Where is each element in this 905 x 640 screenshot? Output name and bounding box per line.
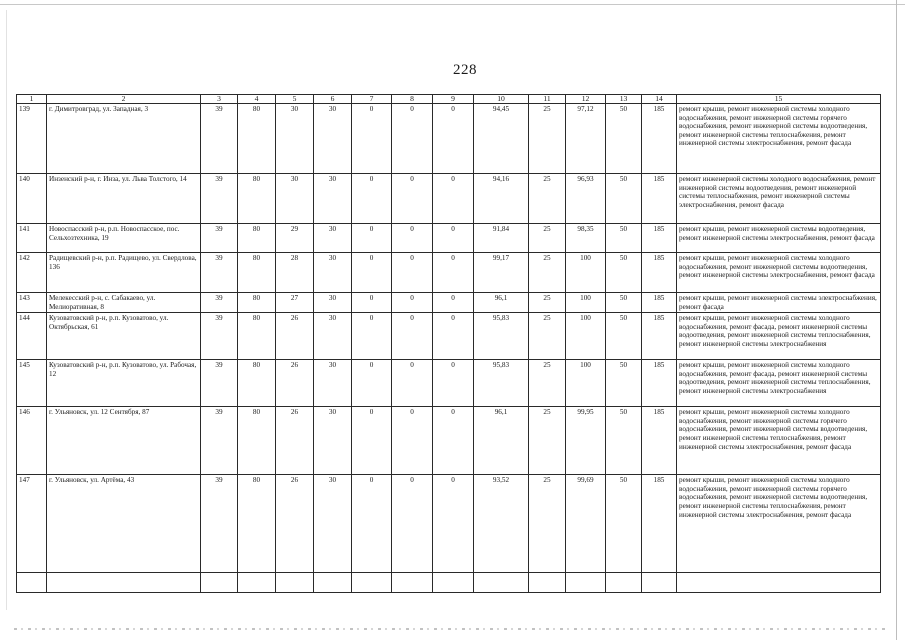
table-cell: 29	[276, 224, 314, 253]
row-number-cell: 140	[17, 174, 47, 224]
table-cell: 39	[201, 313, 238, 360]
column-header: 8	[392, 95, 433, 104]
table-cell: 26	[276, 360, 314, 407]
table-cell: 99,69	[566, 475, 606, 573]
table-cell: 30	[314, 253, 352, 293]
page-number: 228	[453, 62, 477, 78]
works-cell: ремонт крыши, ремонт инженерной системы холодного водоснабжения, ремонт инженерной системы водоотведения, ремонт инженерной системы электроснабжения, ремонт фасада	[677, 253, 881, 293]
row-number-cell: 143	[17, 293, 47, 313]
table-cell: 25	[529, 407, 566, 475]
table-cell: 185	[642, 475, 677, 573]
table-cell: 0	[392, 293, 433, 313]
table-cell: 50	[606, 475, 642, 573]
works-cell: ремонт крыши, ремонт инженерной системы электроснабжения, ремонт фасада	[677, 293, 881, 313]
table-row	[17, 174, 881, 224]
table-cell: 25	[529, 253, 566, 293]
table-cell: 94,45	[474, 104, 529, 174]
table-cell: 50	[606, 174, 642, 224]
empty-cell	[529, 573, 566, 593]
table-cell: 0	[352, 360, 392, 407]
table-cell: 80	[238, 293, 276, 313]
table-cell: 50	[606, 224, 642, 253]
table-cell: 80	[238, 174, 276, 224]
table-cell: 30	[314, 174, 352, 224]
empty-cell	[238, 573, 276, 593]
table-cell: 185	[642, 104, 677, 174]
table-cell: 80	[238, 224, 276, 253]
table-cell: 26	[276, 407, 314, 475]
column-header: 4	[238, 95, 276, 104]
table-cell: 80	[238, 253, 276, 293]
table-cell: 30	[314, 104, 352, 174]
scan-edge-right	[896, 0, 897, 640]
address-cell: Мелекесский р-н, с. Сабакаево, ул. Мелиоративная, 8	[47, 293, 201, 313]
table-cell: 0	[433, 360, 474, 407]
scan-noise-line	[14, 628, 886, 630]
table-cell: 0	[352, 475, 392, 573]
column-header: 11	[529, 95, 566, 104]
table-cell: 93,52	[474, 475, 529, 573]
address-cell: г. Димитровград, ул. Западная, 3	[47, 104, 201, 174]
table-cell: 0	[392, 475, 433, 573]
column-header: 12	[566, 95, 606, 104]
empty-cell	[392, 573, 433, 593]
filler-row	[17, 573, 881, 593]
table-cell: 27	[276, 293, 314, 313]
row-number-cell: 141	[17, 224, 47, 253]
table-cell: 30	[314, 475, 352, 573]
table-cell: 80	[238, 475, 276, 573]
column-header: 1	[17, 95, 47, 104]
empty-cell	[474, 573, 529, 593]
table-cell: 0	[433, 475, 474, 573]
empty-cell	[314, 573, 352, 593]
table-cell: 30	[314, 360, 352, 407]
table-cell: 0	[392, 174, 433, 224]
works-cell: ремонт крыши, ремонт инженерной системы холодного водоснабжения, ремонт фасада, ремонт инженерной системы водоотведения, ремонт инженерной системы теплоснабжения, ремонт инженерной системы электроснабжения	[677, 360, 881, 407]
works-cell: ремонт крыши, ремонт инженерной системы холодного водоснабжения, ремонт инженерной системы горячего водоснабжения, ремонт инженерной системы водоотведения, ремонт инженерной системы теплоснабжения, ремонт инженерной системы электроснабжения, ремонт фасада	[677, 104, 881, 174]
table-cell: 25	[529, 104, 566, 174]
table-cell: 50	[606, 313, 642, 360]
table-cell: 30	[314, 313, 352, 360]
column-header: 6	[314, 95, 352, 104]
table-cell: 185	[642, 293, 677, 313]
table-cell: 0	[433, 253, 474, 293]
column-header: 10	[474, 95, 529, 104]
empty-cell	[433, 573, 474, 593]
table-cell: 0	[392, 360, 433, 407]
table-cell: 91,84	[474, 224, 529, 253]
table-cell: 185	[642, 253, 677, 293]
column-header: 9	[433, 95, 474, 104]
repair-table	[16, 94, 881, 593]
empty-cell	[566, 573, 606, 593]
table-cell: 26	[276, 313, 314, 360]
empty-cell	[606, 573, 642, 593]
table-cell: 0	[352, 174, 392, 224]
table-cell: 0	[352, 253, 392, 293]
table-cell: 185	[642, 407, 677, 475]
address-cell: г. Ульяновск, ул. Артёма, 43	[47, 475, 201, 573]
table-cell: 25	[529, 293, 566, 313]
table-cell: 30	[276, 174, 314, 224]
table-cell: 0	[352, 407, 392, 475]
table-cell: 94,16	[474, 174, 529, 224]
table-cell: 26	[276, 475, 314, 573]
table-cell: 25	[529, 224, 566, 253]
address-cell: г. Ульяновск, ул. 12 Сентября, 87	[47, 407, 201, 475]
table-row	[17, 475, 881, 573]
table-cell: 80	[238, 104, 276, 174]
empty-cell	[276, 573, 314, 593]
table-row	[17, 313, 881, 360]
table-row	[17, 407, 881, 475]
table-cell: 0	[433, 104, 474, 174]
table-cell: 100	[566, 293, 606, 313]
table-cell: 96,1	[474, 407, 529, 475]
column-number-row	[17, 95, 881, 104]
column-header: 15	[677, 95, 881, 104]
table-cell: 30	[314, 293, 352, 313]
table-cell: 25	[529, 360, 566, 407]
table-cell: 0	[433, 407, 474, 475]
empty-cell	[677, 573, 881, 593]
table-cell: 0	[433, 293, 474, 313]
column-header: 14	[642, 95, 677, 104]
table-cell: 50	[606, 104, 642, 174]
table-cell: 39	[201, 475, 238, 573]
works-cell: ремонт крыши, ремонт инженерной системы холодного водоснабжения, ремонт фасада, ремонт инженерной системы водоотведения, ремонт инженерной системы теплоснабжения, ремонт инженерной системы электроснабжения	[677, 313, 881, 360]
table-cell: 0	[392, 407, 433, 475]
table-cell: 39	[201, 174, 238, 224]
table-cell: 25	[529, 174, 566, 224]
table-row	[17, 253, 881, 293]
column-header: 13	[606, 95, 642, 104]
table-cell: 0	[352, 224, 392, 253]
empty-cell	[17, 573, 47, 593]
table-cell: 39	[201, 407, 238, 475]
table-row	[17, 224, 881, 253]
row-number-cell: 144	[17, 313, 47, 360]
works-cell: ремонт крыши, ремонт инженерной системы водоотведения, ремонт инженерной системы электроснабжения, ремонт фасада	[677, 224, 881, 253]
table-cell: 25	[529, 475, 566, 573]
table-cell: 0	[392, 313, 433, 360]
column-header: 7	[352, 95, 392, 104]
table-cell: 50	[606, 360, 642, 407]
table-cell: 30	[314, 407, 352, 475]
table-cell: 95,83	[474, 360, 529, 407]
address-cell: Кузоватовский р-н, р.п. Кузоватово, ул. Октябрьская, 61	[47, 313, 201, 360]
table-row	[17, 360, 881, 407]
table-cell: 0	[392, 224, 433, 253]
table-cell: 98,35	[566, 224, 606, 253]
table-cell: 185	[642, 174, 677, 224]
table-cell: 28	[276, 253, 314, 293]
table-cell: 39	[201, 253, 238, 293]
works-cell: ремонт инженерной системы холодного водоснабжения, ремонт инженерной системы водоотведения, ремонт инженерной системы теплоснабжения, ремонт инженерной системы электроснабжения, ремонт фасада	[677, 174, 881, 224]
table-cell: 96,1	[474, 293, 529, 313]
table-cell: 30	[276, 104, 314, 174]
table-cell: 99,17	[474, 253, 529, 293]
table-cell: 96,93	[566, 174, 606, 224]
table-cell: 95,83	[474, 313, 529, 360]
scan-edge-left	[6, 10, 7, 610]
address-cell: Новоспасский р-н, р.п. Новоспасское, пос. Сельхозтехника, 19	[47, 224, 201, 253]
table-cell: 100	[566, 253, 606, 293]
table-cell: 100	[566, 360, 606, 407]
table-row	[17, 104, 881, 174]
table-cell: 100	[566, 313, 606, 360]
table-cell: 80	[238, 360, 276, 407]
empty-cell	[352, 573, 392, 593]
table-cell: 25	[529, 313, 566, 360]
scan-edge-top	[0, 4, 905, 5]
column-header: 5	[276, 95, 314, 104]
table-body	[17, 104, 881, 593]
table-cell: 99,95	[566, 407, 606, 475]
address-cell: Радищевский р-н, р.п. Радищево, ул. Свердлова, 136	[47, 253, 201, 293]
table-cell: 50	[606, 253, 642, 293]
table-cell: 0	[352, 293, 392, 313]
table-cell: 80	[238, 313, 276, 360]
table-cell: 39	[201, 224, 238, 253]
empty-cell	[201, 573, 238, 593]
table-cell: 0	[433, 313, 474, 360]
column-header: 2	[47, 95, 201, 104]
table-cell: 39	[201, 293, 238, 313]
row-number-cell: 146	[17, 407, 47, 475]
row-number-cell: 139	[17, 104, 47, 174]
table-cell: 0	[392, 104, 433, 174]
table-row	[17, 293, 881, 313]
column-header: 3	[201, 95, 238, 104]
table-cell: 0	[352, 104, 392, 174]
table-cell: 185	[642, 224, 677, 253]
works-cell: ремонт крыши, ремонт инженерной системы холодного водоснабжения, ремонт инженерной системы горячего водоснабжения, ремонт инженерной системы водоотведения, ремонт инженерной системы теплоснабжения, ремонт инженерной системы электроснабжения, ремонт фасада	[677, 475, 881, 573]
works-cell: ремонт крыши, ремонт инженерной системы холодного водоснабжения, ремонт инженерной системы горячего водоснабжения, ремонт инженерной системы водоотведения, ремонт инженерной системы теплоснабжения, ремонт инженерной системы электроснабжения, ремонт фасада	[677, 407, 881, 475]
table-cell: 0	[433, 174, 474, 224]
row-number-cell: 142	[17, 253, 47, 293]
table-cell: 50	[606, 407, 642, 475]
table-cell: 50	[606, 293, 642, 313]
row-number-cell: 145	[17, 360, 47, 407]
table-cell: 80	[238, 407, 276, 475]
table-cell: 39	[201, 104, 238, 174]
empty-cell	[47, 573, 201, 593]
table-cell: 97,12	[566, 104, 606, 174]
address-cell: Кузоватовский р-н, р.п. Кузоватово, ул. Рабочая, 12	[47, 360, 201, 407]
table-cell: 0	[352, 313, 392, 360]
address-cell: Инзенский р-н, г. Инза, ул. Льва Толстого, 14	[47, 174, 201, 224]
empty-cell	[642, 573, 677, 593]
table-cell: 0	[392, 253, 433, 293]
row-number-cell: 147	[17, 475, 47, 573]
table-cell: 185	[642, 313, 677, 360]
table-cell: 185	[642, 360, 677, 407]
table-cell: 39	[201, 360, 238, 407]
table-cell: 30	[314, 224, 352, 253]
table-cell: 0	[433, 224, 474, 253]
